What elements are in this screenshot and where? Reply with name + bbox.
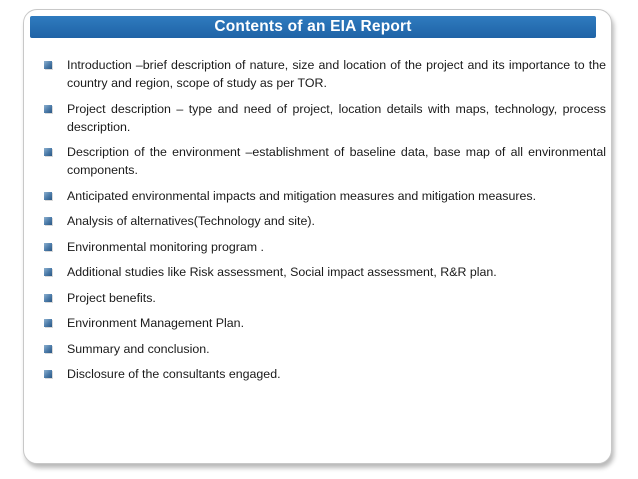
list-item	[44, 212, 606, 230]
square-bullet-icon	[44, 105, 52, 113]
list-item	[44, 289, 606, 307]
list-item	[44, 263, 606, 281]
square-bullet-icon	[44, 345, 52, 353]
list-item-text: Summary and conclusion.	[67, 341, 210, 356]
list-item-text: Disclosure of the consultants engaged.	[67, 367, 281, 381]
page-title: Contents of an EIA Report	[214, 18, 412, 35]
square-bullet-icon	[44, 217, 52, 225]
bullet-list	[44, 56, 606, 391]
square-bullet-icon	[44, 294, 52, 302]
square-bullet-icon	[44, 192, 52, 200]
list-item-text: Introduction –brief description of nature, size and location of the project and its importance to the country and region, scope of study as per TOR.	[67, 58, 606, 90]
list-item-text: Description of the environment –establishment of baseline data, base map of all environmental components.	[67, 145, 606, 177]
list-item-text: Environmental monitoring program .	[67, 239, 264, 254]
list-item-text: Analysis of alternatives(Technology and site).	[67, 214, 315, 228]
square-bullet-icon	[44, 319, 52, 327]
list-item-text: Environment Management Plan.	[67, 316, 245, 330]
list-item	[44, 143, 606, 179]
square-bullet-icon	[44, 148, 52, 156]
square-bullet-icon	[44, 370, 52, 378]
square-bullet-icon	[44, 61, 52, 69]
list-item-text: Project description – type and need of project, location details with maps, technology, process description.	[67, 101, 606, 134]
list-item	[44, 365, 606, 383]
list-item	[44, 187, 606, 205]
list-item	[44, 238, 606, 256]
square-bullet-icon	[44, 268, 52, 276]
list-item	[44, 56, 606, 92]
list-item	[44, 100, 606, 136]
list-item	[44, 340, 606, 358]
list-item	[44, 314, 606, 332]
list-item-text: Anticipated environmental impacts and mitigation measures and mitigation measures.	[67, 188, 537, 203]
list-item-text: Project benefits.	[67, 290, 156, 305]
title-bar	[30, 16, 596, 38]
list-item-text: Additional studies like Risk assessment, Social impact assessment, R&R plan.	[67, 265, 497, 279]
square-bullet-icon	[44, 243, 52, 251]
